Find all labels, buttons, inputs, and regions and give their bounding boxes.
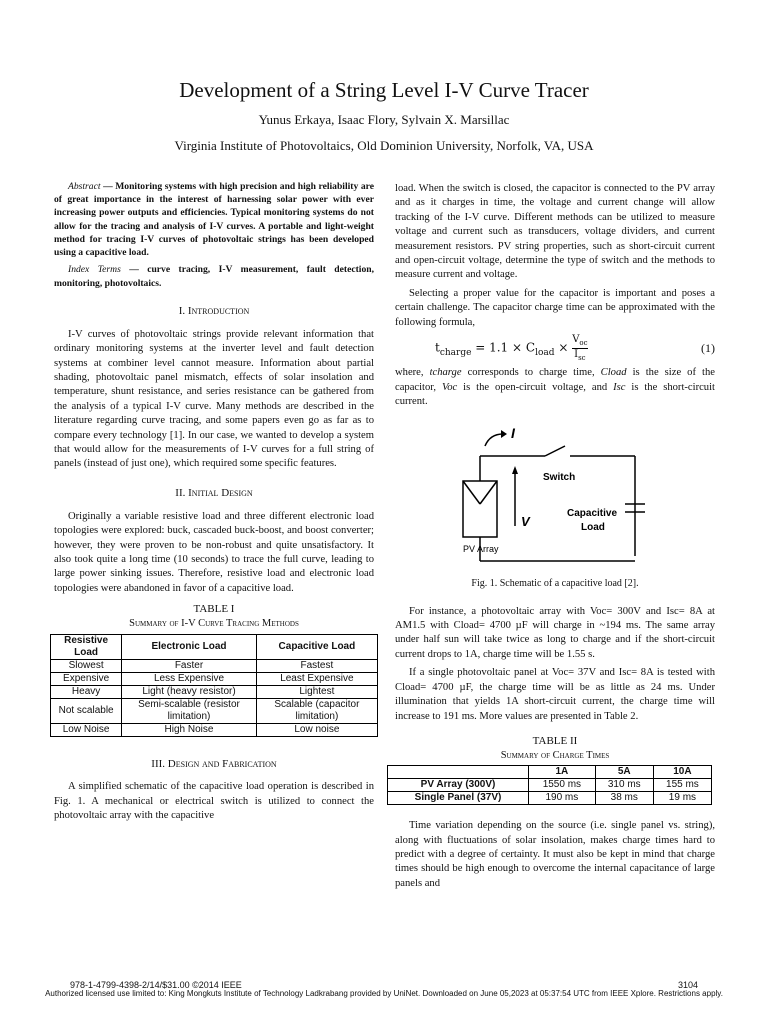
load-label: Load — [581, 521, 605, 533]
table2-header — [388, 766, 529, 779]
table1-header: Resistive Load — [51, 634, 122, 659]
table2-header: 10A — [653, 766, 711, 779]
table1-header: Capacitive Load — [256, 634, 377, 659]
table2-cell: 38 ms — [595, 792, 653, 805]
table1-subtitle: Summary of I-V Curve Tracing Methods — [129, 618, 299, 630]
table2 — [387, 765, 712, 805]
design-paragraph: Originally a variable resistive load and three different electronic load topologies were explored: buck, cascaded buck-boost, and boost converter; however, they were proven to be non-robust and quite unsatisfactory. It also took quite a long time (10 seconds) to trace the full curve, leading to large power sinking issues. Therefore, resistive load and electronic load topologies were abandoned in favor of a capacitive load. — [54, 510, 374, 594]
table1-caption: TABLE I — [193, 603, 235, 616]
fab-paragraph: A simplified schematic of the capacitive load operation is described in Fig. 1. A mechanical or electrical switch is utilized to connect the photovoltaic array with the capacitive — [54, 781, 374, 822]
fab-heading: III. Design and Fabrication — [151, 757, 277, 770]
abstract-text: — Monitoring systems with high precision and high reliability are of great importance in the interest of harnessing solar power with ever increasing power outputs and efficiencies. Typical monitoring systems do not allow for the tracing and analysis of I-V curves. A portable and light-weight method for tracing I-V curves of photovoltaic strings has been developed using a capacitive load. — [54, 181, 374, 259]
current-arrow — [485, 434, 503, 446]
equation-1 — [395, 334, 715, 362]
intro-paragraph: I-V curves of photovoltaic strings provide relevant information that ordinary monitoring systems at the inverter level and fault detection systems at combiner level cannot measure. Information about partial shading, photovoltaic panel mismatch, effects of solar insolation and temperature, shunt resistance, and series resistance can be gathered from the analysis of a typical I-V curve. Many methods are described in the literature regarding curve tracing, and some papers even go as far as to compare every technology [1]. In our case, we wanted to develop a system that would allow for the measurements of I-V curves for a full string of panels (instead of just one), which required some specific features. — [54, 328, 374, 470]
table2-cell: 1550 ms — [529, 779, 596, 792]
table1-cell: Least Expensive — [256, 672, 377, 685]
table2-cell: 310 ms — [595, 779, 653, 792]
affiliation: Virginia Institute of Photovoltaics, Old Dominion University, Norfolk, VA, USA — [174, 138, 594, 153]
table1-cell: Less Expensive — [122, 672, 257, 685]
switch-blade — [545, 446, 565, 456]
capacitive-label: Capacitive — [567, 507, 618, 519]
table2-header: 1A — [529, 766, 596, 779]
abstract — [54, 180, 374, 290]
license-notice: Authorized licensed use limited to: King Mongkuts Institute of Technology Ladkrabang provided by UniNet. Downloaded on June 05,2023 at 05:37:54 UTC from IEEE Xplore. Restrictions apply. — [45, 989, 723, 998]
voltage-label: V — [521, 513, 530, 529]
table1-cell: Not scalable — [51, 698, 122, 723]
left-column — [54, 180, 374, 828]
table1-cell: High Noise — [122, 723, 257, 736]
table1-header: Electronic Load — [122, 634, 257, 659]
right-paragraph-3: where, tcharge corresponds to charge time, Cload is the size of the capacitor, Voc is the open-circuit voltage, and Isc is the short-circuit current. — [395, 367, 715, 408]
switch-label: Switch — [543, 471, 576, 483]
figure-1-caption: Fig. 1. Schematic of a capacitive load [2]. — [471, 578, 639, 590]
index-terms-text: — curve tracing, I-V measurement, fault detection, monitoring, photovoltaics. — [54, 264, 374, 289]
table1-cell: Heavy — [51, 685, 122, 698]
table1-cell: Fastest — [256, 659, 377, 672]
footer-copyright: 978-1-4799-4398-2/14/$31.00 ©2014 IEEE — [70, 980, 242, 990]
right-paragraph-1: load. When the switch is closed, the capacitor is connected to the PV array and as it charges in time, the voltage and current change will allow tracking of the I-V curve. Different methods can be utilized to measure voltage and current such as transducers, voltage dividers, and current measurement resistors. PV string properties, such as short-circuit current and open-circuit voltage, determine the type of switch and the methods to measure current and voltage. — [395, 183, 715, 281]
right-column — [395, 182, 715, 895]
table1-cell: Semi-scalable (resistor limitation) — [122, 698, 257, 723]
table1-cell: Slowest — [51, 659, 122, 672]
paper-title: Development of a String Level I-V Curve Tracer — [179, 78, 589, 102]
current-arrowhead — [501, 430, 507, 438]
voltage-arrowhead — [512, 466, 518, 474]
right-paragraph-2: Selecting a proper value for the capacitor is important and poses a certain challenge. The capacitor charge time can be approximated with the following formula, — [395, 287, 715, 328]
table1-cell: Light (heavy resistor) — [122, 685, 257, 698]
table1-cell: Expensive — [51, 672, 122, 685]
right-paragraph-5: If a single photovoltaic panel at Voc= 37V and Isc= 8A is tested with Cload= 4700 µF, the charge time will be as little as 24 ms. Under illumination that yields 1A short-circuit current, the charge time will increase to 191 ms. More values are presented in Table 2. — [395, 667, 715, 722]
capacitive-load-schematic — [395, 416, 715, 566]
table2-subtitle: Summary of Charge Times — [500, 749, 610, 761]
table1 — [50, 634, 378, 737]
table1-cell: Faster — [122, 659, 257, 672]
pv-array-box — [463, 481, 497, 537]
pv-array-label: PV Array — [463, 543, 499, 554]
table2-row-label: Single Panel (37V) — [388, 792, 529, 805]
table-row — [388, 779, 712, 792]
table1-cell: Scalable (capacitor limitation) — [256, 698, 377, 723]
table2-cell: 190 ms — [529, 792, 596, 805]
table-row — [51, 659, 378, 672]
authors: Yunus Erkaya, Isaac Flory, Sylvain X. Marsillac — [258, 112, 510, 127]
table-row — [51, 672, 378, 685]
table2-row-label: PV Array (300V) — [388, 779, 529, 792]
right-paragraph-4: For instance, a photovoltaic array with Voc= 300V and Isc= 8A at AM1.5 with Cload= 4700 µF will charge in ~194 ms. The same array under half sun will take twice as long to charge and if the short-circuit current drops to 1A, charge time will be 1.55 s. — [395, 605, 715, 660]
intro-heading: I. Introduction — [178, 304, 250, 317]
equation-number: (1) — [701, 341, 715, 356]
charge-time-formula: $t_{charge} = 1.1 \times C_{load}$ × $V_{oc}$ $I_{sc}$ — [435, 334, 588, 362]
table-row — [51, 698, 378, 723]
abstract-label: Abstract — [68, 181, 101, 192]
figure-1 — [395, 416, 715, 571]
table1-cell: Low Noise — [51, 723, 122, 736]
table1-cell: Lightest — [256, 685, 377, 698]
table1-cell: Low noise — [256, 723, 377, 736]
table2-cell: 19 ms — [653, 792, 711, 805]
design-heading: II. Initial Design — [175, 486, 253, 499]
table2-caption: TABLE II — [532, 734, 578, 747]
current-label: I — [511, 424, 515, 441]
table-row — [388, 792, 712, 805]
table2-cell: 155 ms — [653, 779, 711, 792]
table-row — [51, 685, 378, 698]
table-row — [51, 723, 378, 736]
page-number: 3104 — [678, 980, 699, 990]
table2-header: 5A — [595, 766, 653, 779]
index-terms-label: Index Terms — [68, 264, 121, 276]
right-paragraph-6: Time variation depending on the source (i.e. single panel vs. string), along with fluctuations of solar insolation, makes charge times hard to predict with a degree of certainty. It must also be kept in mind that charge times should be high enough to overcome the internal capacitance of large panels and — [395, 820, 715, 889]
